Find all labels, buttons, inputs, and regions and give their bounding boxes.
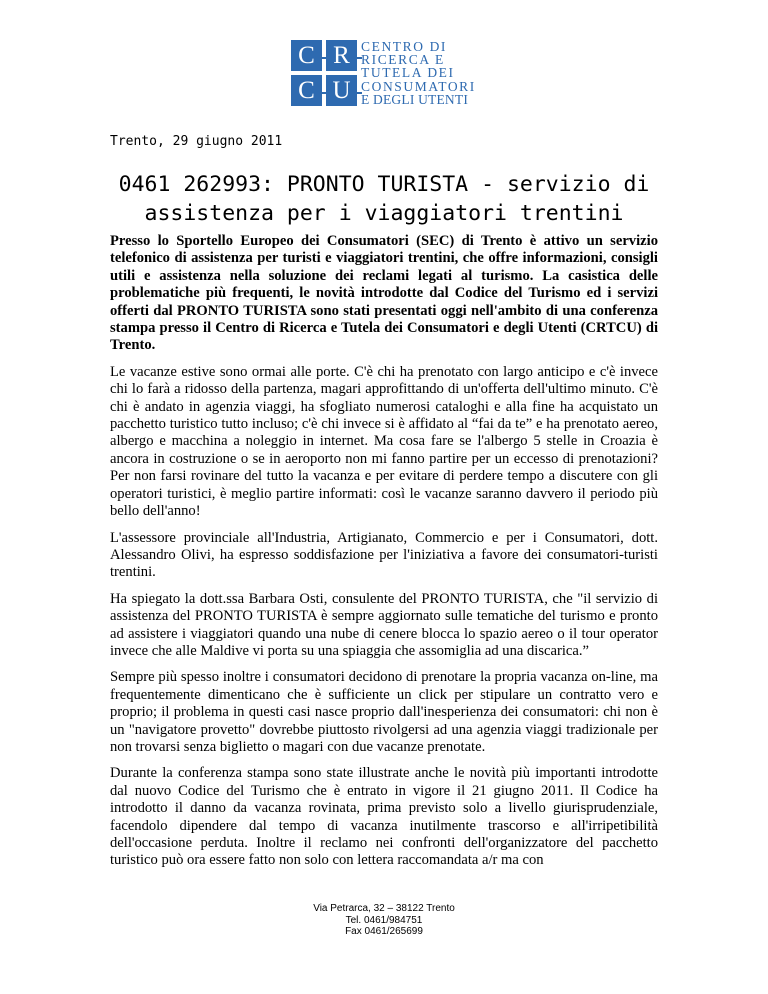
- logo-dash: [322, 92, 327, 94]
- logo-mark: [291, 40, 357, 106]
- footer-fax: Fax 0461/265699: [345, 926, 423, 937]
- body-paragraph: Le vacanze estive sono ormai alle porte. C'è chi ha prenotato con largo anticipo e c'è invece chi lo farà a ridosso della partenza, magari approfittando di un'offerta dell'ultimo minuto. C'è chi è andato in agenzia viaggi, ha sfogliato numerosi cataloghi e alla fine ha acquistato un pacchetto turistico tutto incluso; c'è chi invece si è affidato al “fai da te” e ha prenotato aereo, albergo e macchina a noleggio in internet. Ma cosa fare se l'albergo 5 stelle in Croazia è ancora in costruzione o se in aeroporto non mi fanno partire per un eccesso di prenotazioni? Per non farsi rovinare del tutto la vacanza e per evitare di perdere tempo a discutere con gli operatori turistici, è meglio partire informati: così le vacanze saranno davvero il periodo più bello dell'anno!: [110, 363, 658, 520]
- body-paragraph: Durante la conferenza stampa sono state illustrate anche le novità più importanti introdotte dal nuovo Codice del Turismo che è entrato in vigore il 21 giugno 2011. Il Codice ha introdotto il danno da vacanza rovinata, prima previsto solo a livello giurisprudenziale, facendolo dipendere dal tempo di vacanza inutilmente trascorso e all'irripetibilità dell'occasione perduta. Inoltre il reclamo nei confronti dell'organizzatore del pacchetto turistico può ora essere fatto non solo con lettera raccomandata a/r ma con: [110, 765, 658, 869]
- logo-line: CENTRO DI: [361, 39, 448, 54]
- logo-line: TUTELA DEI: [361, 65, 455, 81]
- press-release-title: 0461 262993: PRONTO TURISTA - servizio di assistenza per i viaggiatori trentini: [118, 172, 650, 226]
- lead-paragraph: Presso lo Sportello Europeo dei Consumatori (SEC) di Trento è attivo un servizio telefonico di assistenza per turisti e viaggiatori trentini, che offre informazioni, consigli utili e assistenza nella soluzione dei reclami legati al turismo. La casistica delle problematiche più frequenti, le novità introdotte dal Codice del Turismo ed i servizi offerti dal PRONTO TURISTA sono stati presentati oggi nell'ambito di una conferenza stampa presso il Centro di Ricerca e Tutela dei Consumatori e degli Utenti (CRTCU) di Trento.: [110, 233, 658, 354]
- logo-letter-r: R: [326, 40, 357, 71]
- logo-wordmark: [361, 40, 476, 106]
- dateline: Trento, 29 giugno 2011: [110, 134, 283, 149]
- logo-line: CONSUMATORI: [361, 78, 476, 94]
- body-paragraph: L'assessore provinciale all'Industria, Artigianato, Commercio e per i Consumatori, dott. Alessandro Olivi, ha espresso soddisfazione per l'iniziativa a favore dei consumatori-turisti trentini.: [110, 529, 658, 581]
- footer-phone: Tel. 0461/984751: [345, 914, 423, 926]
- crtcu-logo: [291, 39, 476, 107]
- logo-line: RICERCA E: [361, 52, 445, 68]
- logo-letter-u: U: [326, 75, 357, 106]
- page-footer: [0, 903, 768, 938]
- logo-line: E DEGLI UTENTI: [361, 91, 469, 107]
- body-paragraph: Sempre più spesso inoltre i consumatori decidono di prenotare la propria vacanza on-line, ma frequentemente dimenticano che è sufficiente un click per stipulare un contratto vero e proprio; il problema in questi casi nasce proprio dall'inesperienza dei consumatori: chi non è un "navigatore provetto" dovrebbe piuttosto rivolgersi ad una agenzia viaggi tradizionale per non trovarsi senza biglietto o magari con due vacanze prenotate.: [110, 669, 658, 755]
- logo-letter-c: C: [291, 40, 322, 71]
- logo-dash: [322, 57, 327, 59]
- body-paragraph: Ha spiegato la dott.ssa Barbara Osti, consulente del PRONTO TURISTA, che "il servizio di assistenza del PRONTO TURISTA è sempre aggiornato sulle tematiche del turismo e pronto ad assistere i viaggiatori quando una nube di cenere blocca lo spazio aereo o il tour operator invece che alle Maldive vi porta su una spiaggia che assomiglia ad una discarica.”: [110, 590, 658, 659]
- logo-letter-c-lower: C: [291, 75, 322, 106]
- article-body: [110, 233, 658, 879]
- footer-address: Via Petrarca, 32 – 38122 Trento: [313, 903, 455, 914]
